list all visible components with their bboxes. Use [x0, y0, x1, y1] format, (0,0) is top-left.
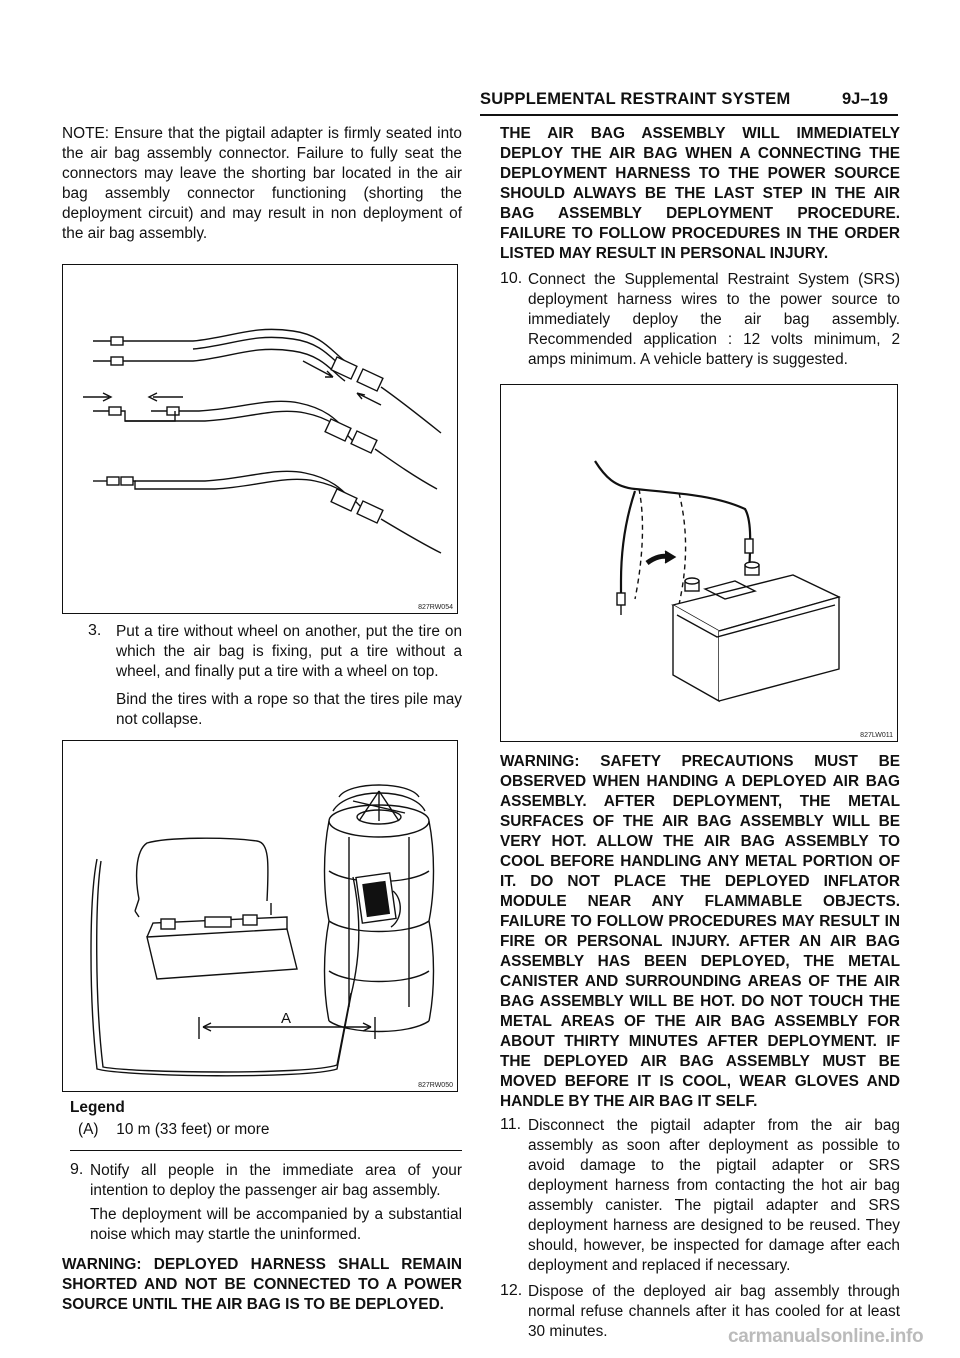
tire-stack-illustration [63, 741, 459, 1093]
dimension-label: A [281, 1010, 292, 1027]
warning-deploy: THE AIR BAG ASSEMBLY WILL IMMEDIATELY DEPLOY THE AIR BAG WHEN A CONNECTING THE DEPLOYMENT HARNESS TO THE POWER SOURCE SHOULD ALWAYS BE THE LAST STEP IN THE AIR BAG ASSEMBLY DEPLOYMENT PROCEDURE. FAILURE TO FOLLOW PROCEDURES IN THE ORDER LISTED MAY RESULT IN PERSONAL INJURY. [500, 125, 900, 262]
step-text: Connect the Supplemental Restraint System (SRS) deployment harness wires to the power source to immediately deploy the air bag assembly. Recommended application : 12 volts minimum, 2 amps minimum. A vehicle battery is suggested. [528, 271, 900, 368]
step-number: 11. [500, 1116, 522, 1133]
step-number: 10. [500, 270, 523, 287]
step-text: Notify all people in the immediate area of your intention to deploy the passenger air bag assembly. [90, 1162, 462, 1199]
step-continuation: The deployment will be accompanied by a substantial noise which may startle the uninformed. [90, 1206, 462, 1243]
step-number: 12. [500, 1282, 523, 1299]
figure-code: 827RW054 [418, 604, 453, 611]
legend-key: (A) [78, 1121, 99, 1138]
header-rule [480, 114, 898, 116]
figure-code: 827RW050 [418, 1082, 453, 1089]
battery-connection-illustration [501, 385, 899, 743]
step-10 [500, 270, 900, 370]
step-number: 3. [88, 622, 102, 639]
note-paragraph: NOTE: Ensure that the pigtail adapter is firmly seated into the air bag assembly connector. Failure to fully seat the connectors may leave the shorting bar located in the air bag assembly connector functioning (shorting the deployment circuit) and may result in non deployment of the air bag assembly. [62, 125, 462, 242]
warning-safety: WARNING: SAFETY PRECAUTIONS MUST BE OBSERVED WHEN HANDING A DEPLOYED AIR BAG ASSEMBLY. AFTER DEPLOYMENT, THE METAL SURFACES OF THE AIR BAG ASSEMBLY WILL BE VERY HOT. ALLOW THE AIR BAG ASSEMBLY TO COOL BEFORE HANDLING ANY METAL PORTION OF IT. DO NOT PLACE THE DEPLOYED INFLATOR MODULE NEAR ANY FLAMMABLE OBJECTS. FAILURE TO FOLLOW PROCEDURES MAY RESULT IN FIRE OR PERSONAL INJURY. AFTER AN AIR BAG ASSEMBLY HAS BEEN DEPLOYED, THE METAL CANISTER AND SURROUNDING AREAS OF THE AIR BAG ASSEMBLY WILL BE HOT. DO NOT TOUCH THE METAL AREAS OF THE AIR BAG ASSEMBLY FOR ABOUT THIRTY MINUTES AFTER DEPLOYMENT. IF THE DEPLOYED AIR BAG ASSEMBLY MUST BE MOVED BEFORE IT IS COOL, WEAR GLOVES AND HANDLE BY THE AIR BAG IT SELF. [500, 753, 900, 1110]
legend-item [70, 1120, 462, 1140]
legend-value: 10 m (33 feet) or more [116, 1121, 270, 1138]
step-number: 9. [70, 1161, 84, 1178]
legend-divider [70, 1150, 462, 1151]
right-column [500, 124, 900, 1342]
page-section-title: SUPPLEMENTAL RESTRAINT SYSTEM [480, 90, 791, 108]
step-9 [62, 1161, 462, 1245]
figure-tire-stack [62, 740, 458, 1092]
step-text: Disconnect the pigtail adapter from the air bag assembly as soon after deployment as possible to avoid damage to the pigtail adapter or SRS deployment harness from contacting the hot air bag assembly canister. The pigtail adapter and SRS deployment harness are designed to be reused. They should, however, be inspected for damage after each deployment and replaced if necessary. [528, 1117, 900, 1274]
step-text: Dispose of the deployed air bag assembly through normal refuse channels after it has cooled for at least 30 minutes. [528, 1283, 900, 1340]
footer-watermark: carmanualsonline.info [728, 1326, 924, 1347]
step-continuation: Bind the tires with a rope so that the tires pile may not collapse. [116, 691, 462, 728]
page-number: 9J–19 [842, 90, 888, 108]
step-11 [500, 1116, 900, 1276]
legend [62, 1098, 462, 1151]
figure-pigtail-connection [62, 264, 458, 614]
warning-harness: WARNING: DEPLOYED HARNESS SHALL REMAIN SHORTED AND NOT BE CONNECTED TO A POWER SOURCE UNTIL THE AIR BAG IS TO BE DEPLOYED. [62, 1256, 462, 1313]
left-column [62, 124, 462, 1315]
pigtail-connection-illustration [63, 265, 459, 615]
figure-code: 827LW011 [860, 732, 893, 739]
step-text: Put a tire without wheel on another, put the tire on which the air bag is fixing, put a tire without a wheel, and finally put a tire with a wheel on top. [116, 623, 462, 680]
figure-battery-connection [500, 384, 898, 742]
legend-title: Legend [70, 1099, 125, 1116]
step-3 [62, 622, 462, 730]
